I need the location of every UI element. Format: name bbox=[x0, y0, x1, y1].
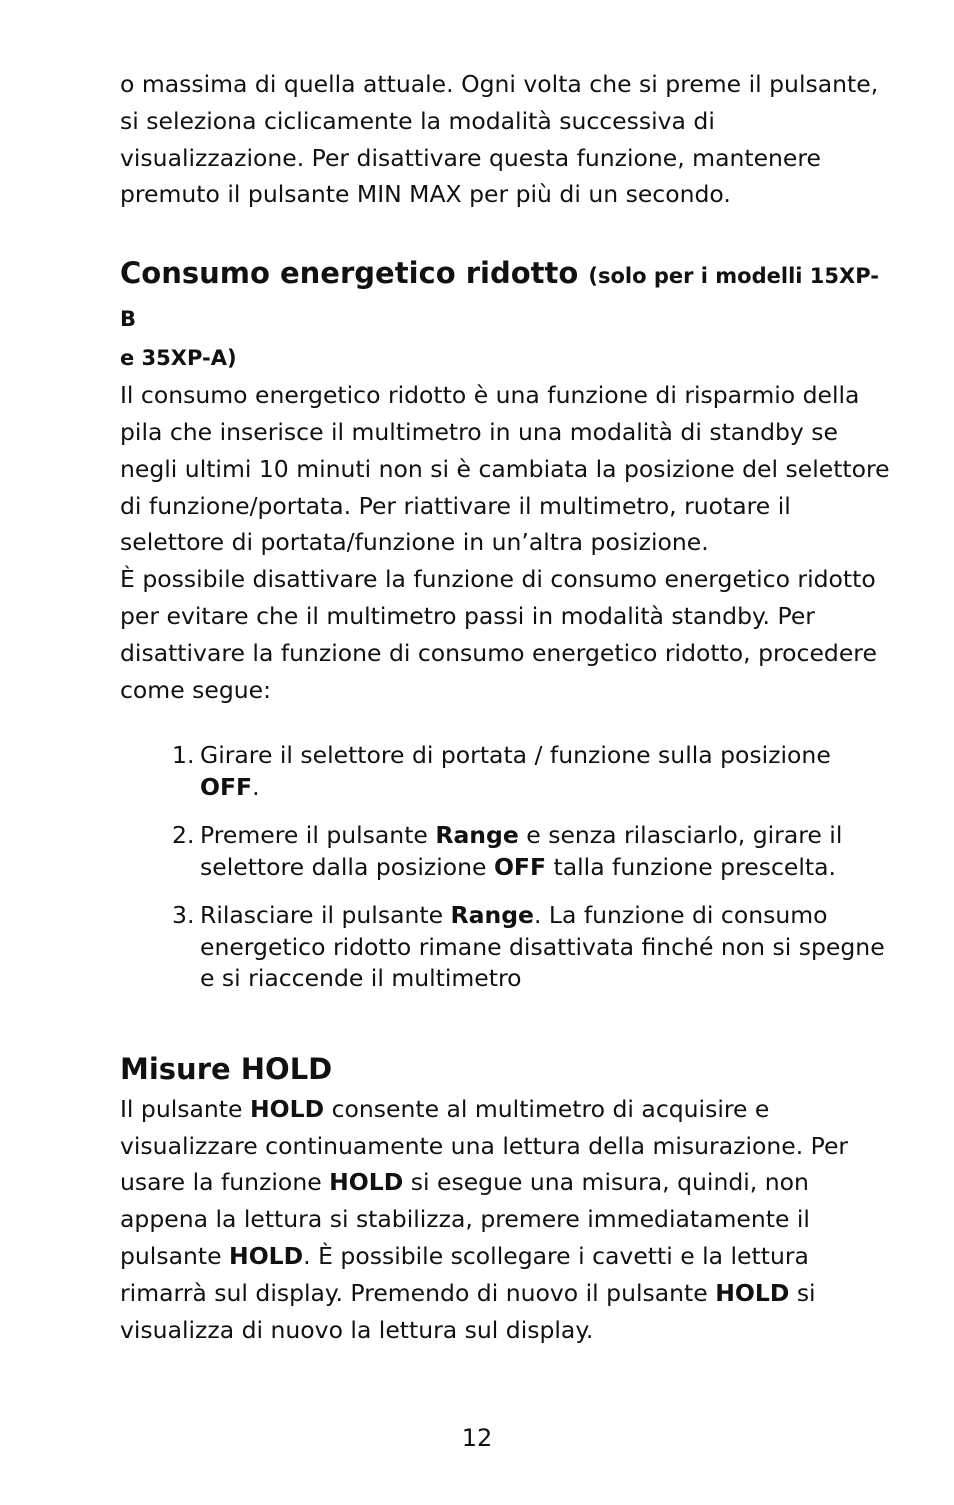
bold-term: Range bbox=[435, 821, 519, 850]
bold-term: HOLD bbox=[715, 1278, 790, 1307]
section1-paragraph-1: Il consumo energetico ridotto è una funzione di risparmio della pila che inserisce il multimetro in una modalità di standby se negli ultimi 10 minuti non si è cambiata la posizione del selettore di funzione/portata. Per riattivare il multimetro, ruotare il selettore di portata/funzione in un’altra posizione. bbox=[120, 381, 890, 557]
bold-term: HOLD bbox=[329, 1168, 404, 1197]
section2-paragraph: Il pulsante HOLD consente al multimetro di acquisire e visualizzare continuamente una lettura della misurazione. Per usare la funzione HOLD si esegue una misura, quindi, non appena la lettura si stabilizza, premere immediatamente il pulsante HOLD. È possibile scollegare i cavetti e la lettura rimarrà sul display. Premendo di nuovo il pulsante HOLD si visualizza di nuovo la lettura sul display. bbox=[120, 1094, 849, 1344]
intro-paragraph: o massima di quella attuale. Ogni volta che si preme il pulsante, si seleziona ciclicamente la modalità successiva di visualizzazione. Per disattivare questa funzione, mantenere premuto il pulsante MIN MAX per più di un secondo. bbox=[120, 70, 879, 209]
step-number: 1. bbox=[172, 741, 195, 770]
bold-term: OFF bbox=[493, 852, 547, 881]
bold-term: HOLD bbox=[249, 1094, 325, 1123]
bold-term: HOLD bbox=[229, 1242, 304, 1271]
page-content bbox=[120, 66, 890, 1348]
step-number: 3. bbox=[172, 901, 195, 930]
step-text: Rilasciare il pulsante Range. La funzione di consumo energetico ridotto rimane disattivata finché non si spegne e si riaccende il multimetro bbox=[200, 901, 885, 993]
section-heading-consumo bbox=[120, 253, 890, 339]
section1-paragraph-2: È possibile disattivare la funzione di consumo energetico ridotto per evitare che il multimetro passi in modalità standby. Per disattivare la funzione di consumo energetico ridotto, procedere come segue: bbox=[120, 565, 877, 704]
bold-term: OFF bbox=[200, 772, 253, 801]
page-number: 12 bbox=[461, 1424, 493, 1452]
list-item bbox=[120, 740, 890, 803]
section-heading-hold: Misure HOLD bbox=[120, 1051, 333, 1086]
section-title-note: (solo per i modelli 15XP-B bbox=[120, 264, 879, 332]
bold-term: Range bbox=[450, 901, 534, 930]
step-text: Girare il selettore di portata / funzione sulla posizione OFF. bbox=[200, 741, 831, 801]
section-title: Consumo energetico ridotto bbox=[120, 256, 589, 291]
list-item bbox=[120, 820, 890, 883]
list-item bbox=[120, 900, 890, 995]
step-text: Premere il pulsante Range e senza rilasciarlo, girare il selettore dalla posizione OFF talla funzione prescelta. bbox=[200, 821, 843, 881]
section-title-note-continued: e 35XP-A) bbox=[120, 346, 237, 371]
step-number: 2. bbox=[172, 821, 195, 850]
steps-list bbox=[120, 740, 890, 995]
